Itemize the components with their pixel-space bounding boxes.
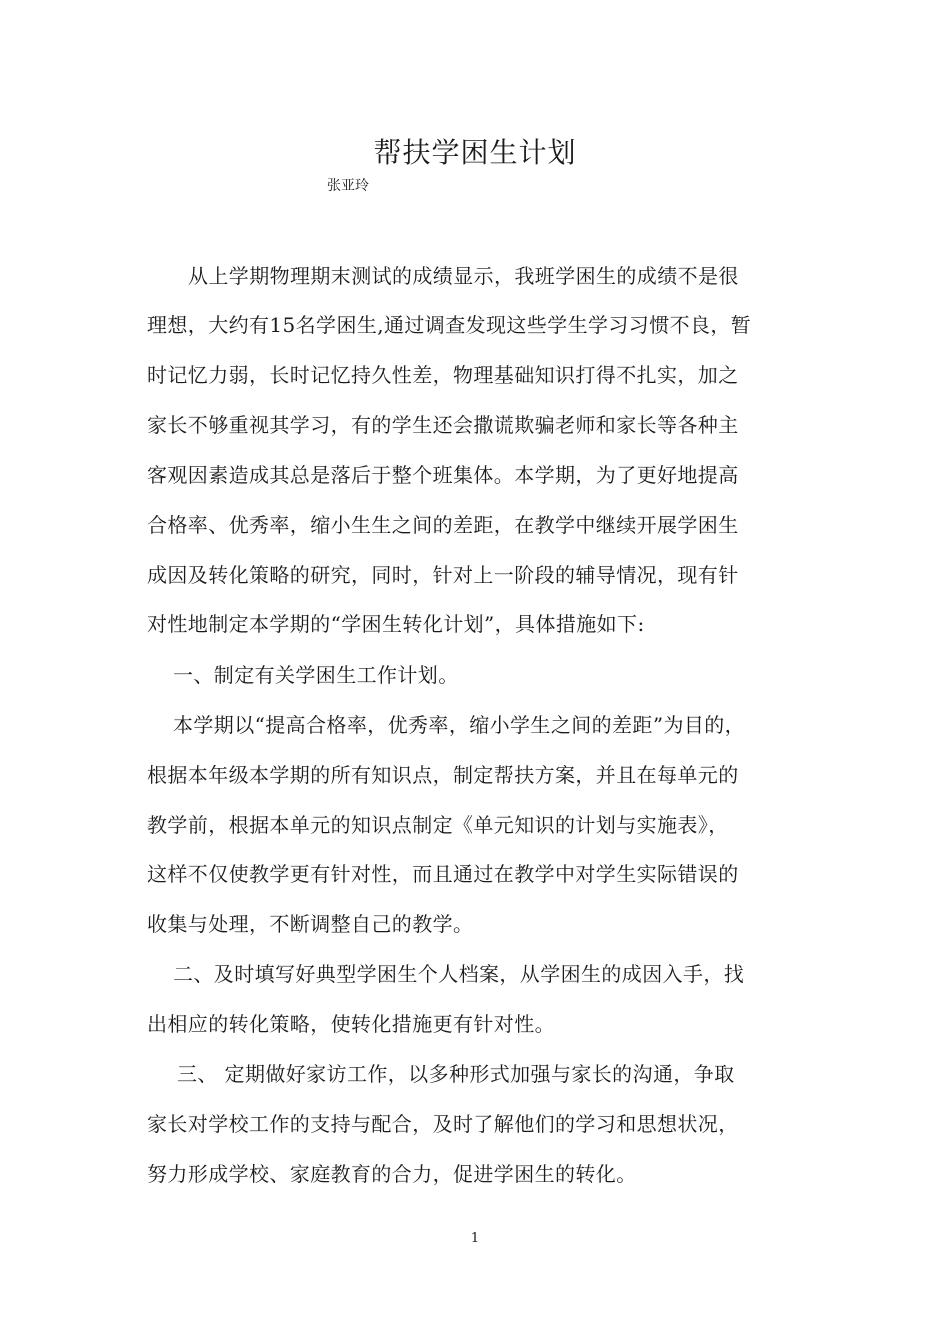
- paragraph-line: 时记忆力弱，长时记忆持久性差，物理基础知识打得不扎实，加之: [147, 363, 739, 387]
- paragraph-line: 本学期以“提高合格率，优秀率，缩小学生之间的差距”为目的，: [173, 713, 746, 737]
- paragraph-line: 努力形成学校、家庭教育的合力，促进学困生的转化。: [147, 1162, 637, 1186]
- section-heading-1: 一、制定有关学困生工作计划。: [173, 663, 459, 687]
- paragraph-line: 家长对学校工作的支持与配合，及时了解他们的学习和思想状况，: [147, 1112, 739, 1136]
- paragraph-line: 根据本年级本学期的所有知识点，制定帮扶方案，并且在每单元的: [147, 763, 739, 787]
- paragraph-line: 家长不够重视其学习，有的学生还会撒谎欺骗老师和家长等各种主: [147, 413, 739, 437]
- paragraph-line: 理想，大约有15名学困生,通过调查发现这些学生学习习惯不良，暂: [147, 313, 752, 337]
- page-number: 1: [470, 1231, 480, 1246]
- document-title: 帮扶学困生计划: [373, 136, 577, 169]
- paragraph-line: 收集与处理，不断调整自己的教学。: [147, 912, 474, 936]
- paragraph-line: 成因及转化策略的研究，同时，针对上一阶段的辅导情况，现有针: [147, 563, 739, 587]
- paragraph-line: 出相应的转化策略，使转化措施更有针对性。: [147, 1012, 555, 1036]
- paragraph-line: 客观因素造成其总是落后于整个班集体。本学期，为了更好地提高: [147, 463, 739, 487]
- paragraph-line: 对性地制定本学期的“学困生转化计划”，具体措施如下:: [147, 612, 645, 636]
- paragraph-line: 这样不仅使教学更有针对性，而且通过在教学中对学生实际错误的: [147, 862, 739, 886]
- paragraph-line: 从上学期物理期末测试的成绩显示，我班学困生的成绩不是很: [188, 264, 739, 288]
- paragraph-line: 合格率、优秀率，缩小生生之间的差距，在教学中继续开展学困生: [147, 513, 739, 537]
- author-name: 张亚玲: [327, 178, 369, 194]
- paragraph-line: 教学前，根据本单元的知识点制定《单元知识的计划与实施表》，: [147, 813, 729, 837]
- section-heading-3: 三、 定期做好家访工作，以多种形式加强与家长的沟通，争取: [177, 1062, 735, 1086]
- section-heading-2: 二、及时填写好典型学困生个人档案，从学困生的成因入手，找: [173, 962, 745, 986]
